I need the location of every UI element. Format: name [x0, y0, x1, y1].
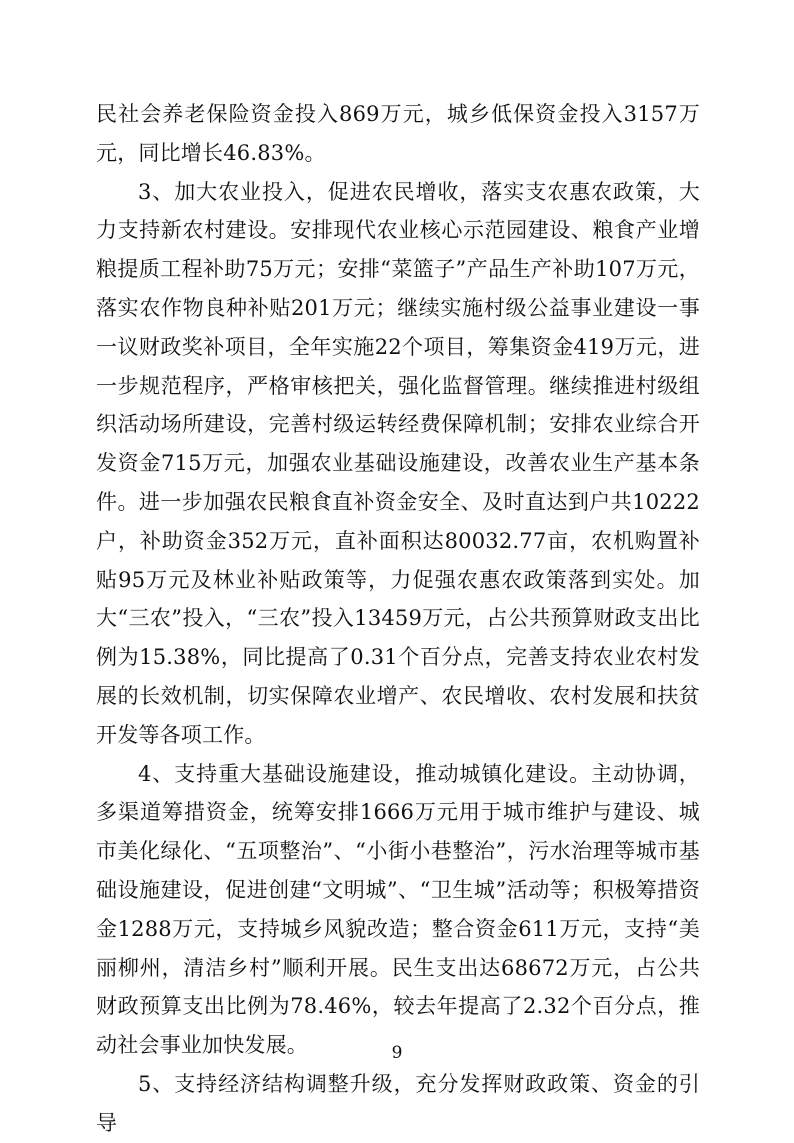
paragraph-infrastructure: 4、支持重大基础设施建设，推动城镇化建设。主动协调，多渠道筹措资金，统筹安排1666万元用于城市维护与建设、城市美化绿化、“五项整治”、“小街小巷整治”，污水治理等城市基础设施建设，促进创建“文明城”、“卫生城”活动等；积极筹措资金1288万元，支持城乡风貌改造；整合资金611万元，支持“美丽柳州，清洁乡村”顺利开展。民生支出达68672万元，占公共财政预算支出比例为78.46%，较去年提高了2.32个百分点，推动社会事业加快发展。	[96, 761, 700, 1058]
body-text	[96, 95, 700, 1143]
paragraph-economic-structure: 5、支持经济结构调整升级，充分发挥财政政策、资金的引导	[96, 1071, 700, 1135]
page-number: 9	[391, 1043, 403, 1063]
paragraph-agriculture-investment: 3、加大农业投入，促进农民增收，落实支农惠农政策，大力支持新农村建设。安排现代农业核心示范园建设、粮食产业增粮提质工程补助75万元；安排“菜篮子”产品生产补助107万元，落实农作物良种补贴201万元；继续实施村级公益事业建设一事一议财政奖补项目，全年实施22个项目，筹集资金419万元，进一步规范程序，严格审核把关，强化监督管理。继续推进村级组织活动场所建设，完善村级运转经费保障机制；安排农业综合开发资金715万元，加强农业基础设施建设，改善农业生产基本条件。进一步加强农民粮食直补资金安全、及时直达到户共10222户，补助资金352万元，直补面积达80032.77亩，农机购置补贴95万元及林业补贴政策等，力促强农惠农政策落到实处。加大“三农”投入，“三农”投入13459万元，占公共预算财政支出比例为15.38%，同比提高了0.31个百分点，完善支持农业农村发展的长效机制，切实保障农业增产、农民增收、农村发展和扶贫开发等各项工作。	[96, 179, 700, 747]
paragraph-continuation: 民社会养老保险资金投入869万元，城乡低保资金投入3157万元，同比增长46.83%。	[96, 102, 700, 165]
